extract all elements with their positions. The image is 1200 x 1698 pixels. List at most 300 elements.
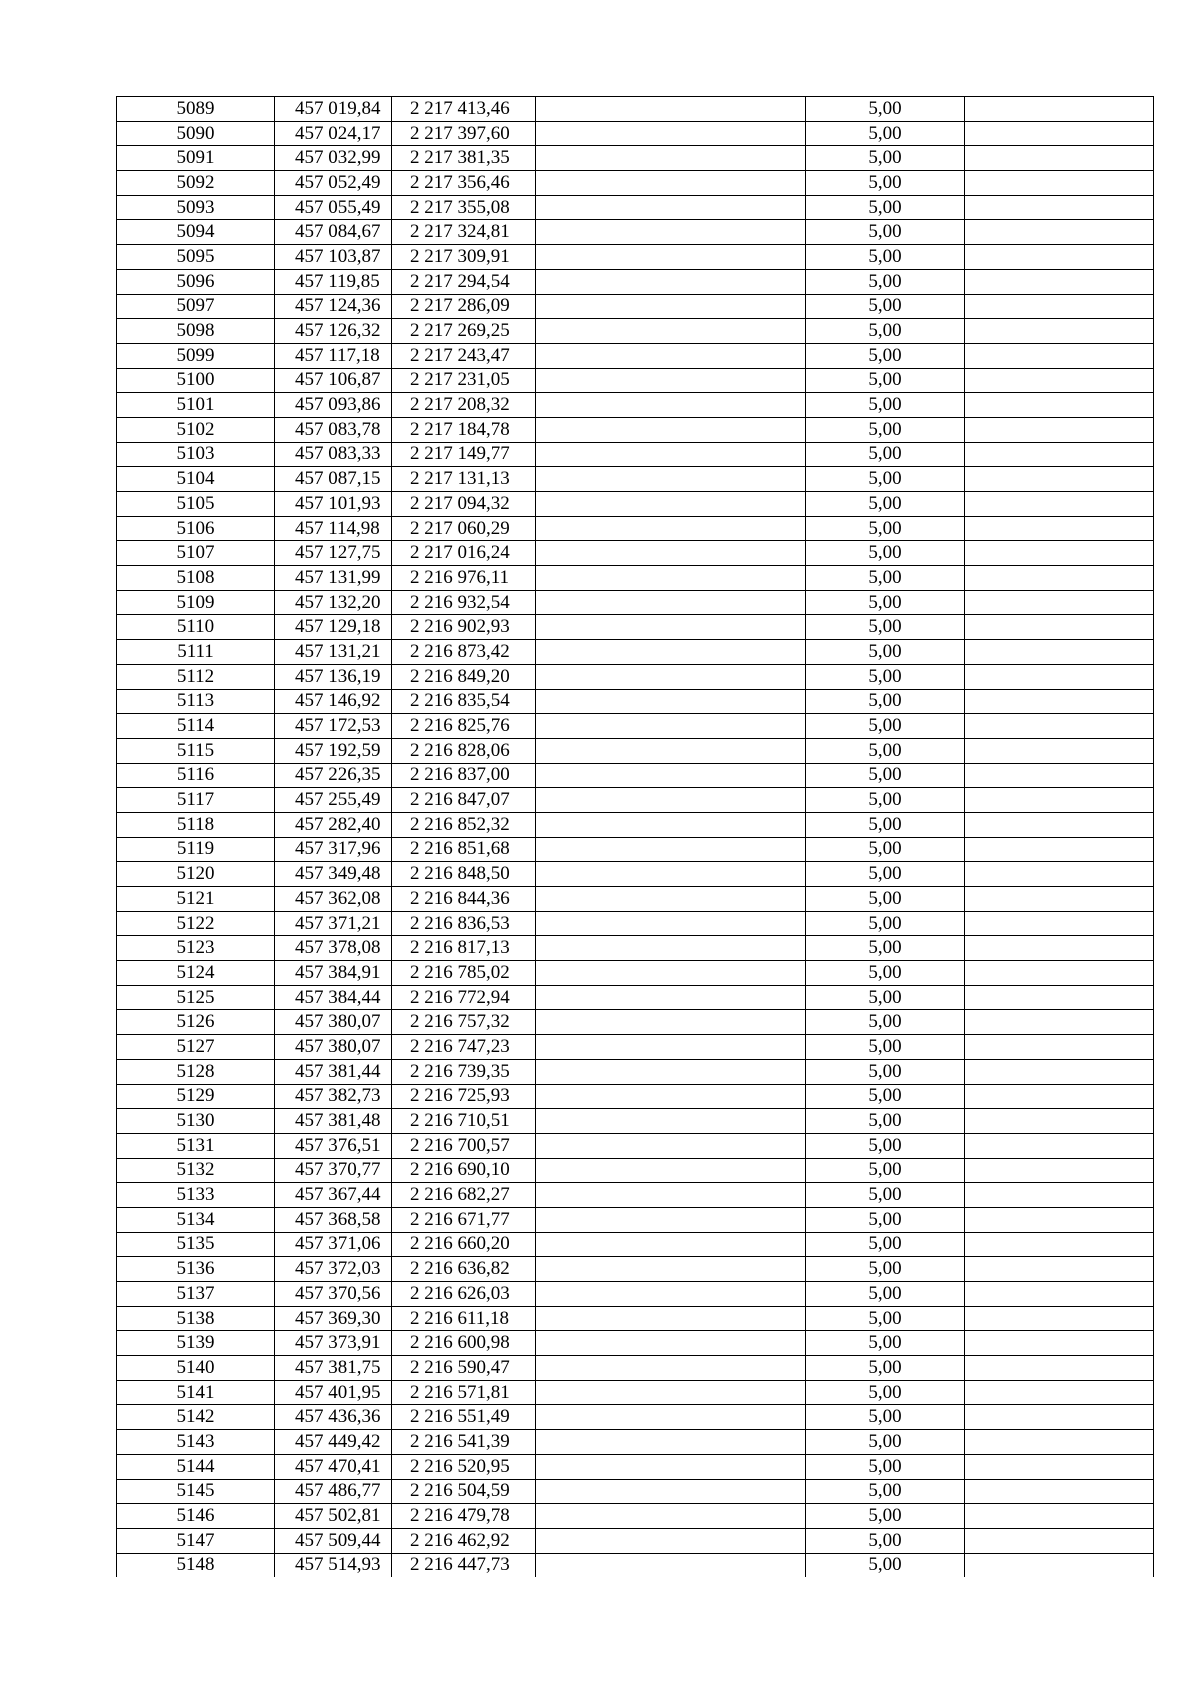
accuracy-value-cell: 5,00 (806, 1133, 965, 1158)
empty-cell (536, 1528, 806, 1553)
x-coordinate-cell: 457 132,20 (275, 590, 392, 615)
point-number-cell: 5130 (117, 1109, 275, 1134)
y-coordinate-cell: 2 216 520,95 (392, 1454, 536, 1479)
remarks-cell (965, 763, 1154, 788)
remarks-cell (965, 171, 1154, 196)
table-row (117, 961, 1154, 986)
accuracy-value-cell: 5,00 (806, 1306, 965, 1331)
table-row (117, 1035, 1154, 1060)
y-coordinate-cell: 2 216 837,00 (392, 763, 536, 788)
table-row (117, 294, 1154, 319)
accuracy-value-cell: 5,00 (806, 1504, 965, 1529)
remarks-cell (965, 689, 1154, 714)
point-number-cell: 5148 (117, 1553, 275, 1577)
point-number-cell: 5127 (117, 1035, 275, 1060)
point-number-cell: 5092 (117, 171, 275, 196)
remarks-cell (965, 1479, 1154, 1504)
accuracy-value-cell: 5,00 (806, 812, 965, 837)
accuracy-value-cell: 5,00 (806, 269, 965, 294)
point-number-cell: 5142 (117, 1405, 275, 1430)
empty-cell (536, 1158, 806, 1183)
point-number-cell: 5139 (117, 1331, 275, 1356)
y-coordinate-cell: 2 216 817,13 (392, 936, 536, 961)
accuracy-value-cell: 5,00 (806, 887, 965, 912)
point-number-cell: 5143 (117, 1430, 275, 1455)
remarks-cell (965, 936, 1154, 961)
point-number-cell: 5132 (117, 1158, 275, 1183)
remarks-cell (965, 1356, 1154, 1381)
remarks-cell (965, 492, 1154, 517)
point-number-cell: 5095 (117, 245, 275, 270)
y-coordinate-cell: 2 217 131,13 (392, 467, 536, 492)
y-coordinate-cell: 2 216 757,32 (392, 1010, 536, 1035)
point-number-cell: 5118 (117, 812, 275, 837)
accuracy-value-cell: 5,00 (806, 1084, 965, 1109)
point-number-cell: 5099 (117, 343, 275, 368)
x-coordinate-cell: 457 103,87 (275, 245, 392, 270)
x-coordinate-cell: 457 384,91 (275, 961, 392, 986)
x-coordinate-cell: 457 114,98 (275, 516, 392, 541)
y-coordinate-cell: 2 216 700,57 (392, 1133, 536, 1158)
x-coordinate-cell: 457 101,93 (275, 492, 392, 517)
accuracy-value-cell: 5,00 (806, 319, 965, 344)
empty-cell (536, 689, 806, 714)
x-coordinate-cell: 457 381,44 (275, 1059, 392, 1084)
accuracy-value-cell: 5,00 (806, 689, 965, 714)
empty-cell (536, 1035, 806, 1060)
x-coordinate-cell: 457 369,30 (275, 1306, 392, 1331)
table-row (117, 664, 1154, 689)
y-coordinate-cell: 2 217 381,35 (392, 146, 536, 171)
y-coordinate-cell: 2 216 710,51 (392, 1109, 536, 1134)
accuracy-value-cell: 5,00 (806, 1207, 965, 1232)
y-coordinate-cell: 2 217 355,08 (392, 195, 536, 220)
remarks-cell (965, 1282, 1154, 1307)
y-coordinate-cell: 2 216 660,20 (392, 1232, 536, 1257)
accuracy-value-cell: 5,00 (806, 738, 965, 763)
empty-cell (536, 269, 806, 294)
table-row (117, 319, 1154, 344)
accuracy-value-cell: 5,00 (806, 220, 965, 245)
accuracy-value-cell: 5,00 (806, 1158, 965, 1183)
empty-cell (536, 294, 806, 319)
accuracy-value-cell: 5,00 (806, 146, 965, 171)
x-coordinate-cell: 457 401,95 (275, 1380, 392, 1405)
table-row (117, 936, 1154, 961)
remarks-cell (965, 1306, 1154, 1331)
x-coordinate-cell: 457 373,91 (275, 1331, 392, 1356)
point-number-cell: 5131 (117, 1133, 275, 1158)
y-coordinate-cell: 2 216 682,27 (392, 1183, 536, 1208)
point-number-cell: 5116 (117, 763, 275, 788)
y-coordinate-cell: 2 216 836,53 (392, 911, 536, 936)
table-row (117, 1479, 1154, 1504)
x-coordinate-cell: 457 368,58 (275, 1207, 392, 1232)
remarks-cell (965, 220, 1154, 245)
remarks-cell (965, 738, 1154, 763)
x-coordinate-cell: 457 124,36 (275, 294, 392, 319)
remarks-cell (965, 985, 1154, 1010)
remarks-cell (965, 788, 1154, 813)
accuracy-value-cell: 5,00 (806, 640, 965, 665)
accuracy-value-cell: 5,00 (806, 171, 965, 196)
table-row (117, 195, 1154, 220)
table-row (117, 1380, 1154, 1405)
remarks-cell (965, 837, 1154, 862)
table-row (117, 1059, 1154, 1084)
y-coordinate-cell: 2 216 479,78 (392, 1504, 536, 1529)
x-coordinate-cell: 457 129,18 (275, 615, 392, 640)
empty-cell (536, 812, 806, 837)
accuracy-value-cell: 5,00 (806, 911, 965, 936)
empty-cell (536, 97, 806, 122)
table-row (117, 615, 1154, 640)
remarks-cell (965, 1158, 1154, 1183)
empty-cell (536, 1504, 806, 1529)
point-number-cell: 5120 (117, 862, 275, 887)
x-coordinate-cell: 457 019,84 (275, 97, 392, 122)
remarks-cell (965, 1133, 1154, 1158)
x-coordinate-cell: 457 367,44 (275, 1183, 392, 1208)
empty-cell (536, 1454, 806, 1479)
x-coordinate-cell: 457 449,42 (275, 1430, 392, 1455)
accuracy-value-cell: 5,00 (806, 590, 965, 615)
y-coordinate-cell: 2 216 902,93 (392, 615, 536, 640)
x-coordinate-cell: 457 083,33 (275, 442, 392, 467)
empty-cell (536, 467, 806, 492)
x-coordinate-cell: 457 317,96 (275, 837, 392, 862)
point-number-cell: 5090 (117, 121, 275, 146)
accuracy-value-cell: 5,00 (806, 1035, 965, 1060)
table-row (117, 738, 1154, 763)
table-row (117, 1010, 1154, 1035)
point-number-cell: 5108 (117, 566, 275, 591)
empty-cell (536, 541, 806, 566)
y-coordinate-cell: 2 216 590,47 (392, 1356, 536, 1381)
empty-cell (536, 738, 806, 763)
x-coordinate-cell: 457 052,49 (275, 171, 392, 196)
table-row (117, 1207, 1154, 1232)
x-coordinate-cell: 457 024,17 (275, 121, 392, 146)
table-row (117, 121, 1154, 146)
x-coordinate-cell: 457 084,67 (275, 220, 392, 245)
y-coordinate-cell: 2 216 847,07 (392, 788, 536, 813)
table-row (117, 887, 1154, 912)
empty-cell (536, 1133, 806, 1158)
point-number-cell: 5129 (117, 1084, 275, 1109)
x-coordinate-cell: 457 362,08 (275, 887, 392, 912)
y-coordinate-cell: 2 216 600,98 (392, 1331, 536, 1356)
empty-cell (536, 837, 806, 862)
x-coordinate-cell: 457 172,53 (275, 714, 392, 739)
y-coordinate-cell: 2 217 149,77 (392, 442, 536, 467)
x-coordinate-cell: 457 380,07 (275, 1010, 392, 1035)
table-row (117, 343, 1154, 368)
accuracy-value-cell: 5,00 (806, 1257, 965, 1282)
remarks-cell (965, 417, 1154, 442)
table-row (117, 566, 1154, 591)
accuracy-value-cell: 5,00 (806, 1059, 965, 1084)
point-number-cell: 5101 (117, 393, 275, 418)
table-row (117, 862, 1154, 887)
accuracy-value-cell: 5,00 (806, 1380, 965, 1405)
x-coordinate-cell: 457 486,77 (275, 1479, 392, 1504)
remarks-cell (965, 195, 1154, 220)
point-number-cell: 5100 (117, 368, 275, 393)
empty-cell (536, 714, 806, 739)
y-coordinate-cell: 2 217 231,05 (392, 368, 536, 393)
empty-cell (536, 911, 806, 936)
empty-cell (536, 393, 806, 418)
y-coordinate-cell: 2 216 636,82 (392, 1257, 536, 1282)
empty-cell (536, 566, 806, 591)
point-number-cell: 5140 (117, 1356, 275, 1381)
point-number-cell: 5117 (117, 788, 275, 813)
empty-cell (536, 1232, 806, 1257)
accuracy-value-cell: 5,00 (806, 368, 965, 393)
point-number-cell: 5096 (117, 269, 275, 294)
table-row (117, 714, 1154, 739)
empty-cell (536, 319, 806, 344)
remarks-cell (965, 368, 1154, 393)
remarks-cell (965, 467, 1154, 492)
point-number-cell: 5104 (117, 467, 275, 492)
point-number-cell: 5098 (117, 319, 275, 344)
table-row (117, 171, 1154, 196)
x-coordinate-cell: 457 470,41 (275, 1454, 392, 1479)
remarks-cell (965, 1059, 1154, 1084)
point-number-cell: 5119 (117, 837, 275, 862)
y-coordinate-cell: 2 216 739,35 (392, 1059, 536, 1084)
table-row (117, 1257, 1154, 1282)
point-number-cell: 5144 (117, 1454, 275, 1479)
table-row (117, 1405, 1154, 1430)
table-row (117, 146, 1154, 171)
accuracy-value-cell: 5,00 (806, 1356, 965, 1381)
point-number-cell: 5137 (117, 1282, 275, 1307)
accuracy-value-cell: 5,00 (806, 664, 965, 689)
y-coordinate-cell: 2 216 852,32 (392, 812, 536, 837)
y-coordinate-cell: 2 217 324,81 (392, 220, 536, 245)
x-coordinate-cell: 457 127,75 (275, 541, 392, 566)
table-row (117, 393, 1154, 418)
x-coordinate-cell: 457 146,92 (275, 689, 392, 714)
accuracy-value-cell: 5,00 (806, 1430, 965, 1455)
x-coordinate-cell: 457 514,93 (275, 1553, 392, 1577)
accuracy-value-cell: 5,00 (806, 788, 965, 813)
empty-cell (536, 1430, 806, 1455)
remarks-cell (965, 1454, 1154, 1479)
table-row (117, 1306, 1154, 1331)
remarks-cell (965, 1183, 1154, 1208)
table-row (117, 97, 1154, 122)
table-row (117, 1430, 1154, 1455)
remarks-cell (965, 1257, 1154, 1282)
x-coordinate-cell: 457 131,99 (275, 566, 392, 591)
table-row (117, 1232, 1154, 1257)
accuracy-value-cell: 5,00 (806, 615, 965, 640)
x-coordinate-cell: 457 282,40 (275, 812, 392, 837)
point-number-cell: 5093 (117, 195, 275, 220)
x-coordinate-cell: 457 255,49 (275, 788, 392, 813)
point-number-cell: 5106 (117, 516, 275, 541)
point-number-cell: 5111 (117, 640, 275, 665)
accuracy-value-cell: 5,00 (806, 294, 965, 319)
accuracy-value-cell: 5,00 (806, 541, 965, 566)
remarks-cell (965, 393, 1154, 418)
y-coordinate-cell: 2 216 725,93 (392, 1084, 536, 1109)
x-coordinate-cell: 457 093,86 (275, 393, 392, 418)
table-row (117, 1109, 1154, 1134)
accuracy-value-cell: 5,00 (806, 393, 965, 418)
empty-cell (536, 1084, 806, 1109)
x-coordinate-cell: 457 349,48 (275, 862, 392, 887)
empty-cell (536, 1207, 806, 1232)
remarks-cell (965, 812, 1154, 837)
y-coordinate-cell: 2 216 611,18 (392, 1306, 536, 1331)
y-coordinate-cell: 2 217 060,29 (392, 516, 536, 541)
empty-cell (536, 985, 806, 1010)
point-number-cell: 5136 (117, 1257, 275, 1282)
empty-cell (536, 1553, 806, 1577)
remarks-cell (965, 1504, 1154, 1529)
empty-cell (536, 245, 806, 270)
remarks-cell (965, 146, 1154, 171)
point-number-cell: 5128 (117, 1059, 275, 1084)
table-row (117, 1504, 1154, 1529)
y-coordinate-cell: 2 216 873,42 (392, 640, 536, 665)
y-coordinate-cell: 2 217 286,09 (392, 294, 536, 319)
accuracy-value-cell: 5,00 (806, 763, 965, 788)
accuracy-value-cell: 5,00 (806, 97, 965, 122)
x-coordinate-cell: 457 126,32 (275, 319, 392, 344)
accuracy-value-cell: 5,00 (806, 862, 965, 887)
x-coordinate-cell: 457 382,73 (275, 1084, 392, 1109)
y-coordinate-cell: 2 216 844,36 (392, 887, 536, 912)
y-coordinate-cell: 2 217 208,32 (392, 393, 536, 418)
x-coordinate-cell: 457 131,21 (275, 640, 392, 665)
remarks-cell (965, 319, 1154, 344)
x-coordinate-cell: 457 226,35 (275, 763, 392, 788)
y-coordinate-cell: 2 217 294,54 (392, 269, 536, 294)
point-number-cell: 5091 (117, 146, 275, 171)
x-coordinate-cell: 457 106,87 (275, 368, 392, 393)
point-number-cell: 5115 (117, 738, 275, 763)
table-row (117, 368, 1154, 393)
table-row (117, 1553, 1154, 1577)
empty-cell (536, 1109, 806, 1134)
remarks-cell (965, 516, 1154, 541)
remarks-cell (965, 1010, 1154, 1035)
x-coordinate-cell: 457 032,99 (275, 146, 392, 171)
x-coordinate-cell: 457 436,36 (275, 1405, 392, 1430)
remarks-cell (965, 1084, 1154, 1109)
y-coordinate-cell: 2 216 976,11 (392, 566, 536, 591)
y-coordinate-cell: 2 216 747,23 (392, 1035, 536, 1060)
point-number-cell: 5089 (117, 97, 275, 122)
x-coordinate-cell: 457 087,15 (275, 467, 392, 492)
empty-cell (536, 1010, 806, 1035)
remarks-cell (965, 640, 1154, 665)
remarks-cell (965, 1405, 1154, 1430)
empty-cell (536, 121, 806, 146)
table-row (117, 516, 1154, 541)
x-coordinate-cell: 457 381,75 (275, 1356, 392, 1381)
empty-cell (536, 368, 806, 393)
remarks-cell (965, 714, 1154, 739)
accuracy-value-cell: 5,00 (806, 516, 965, 541)
table-row (117, 220, 1154, 245)
table-row (117, 985, 1154, 1010)
table-row (117, 1133, 1154, 1158)
accuracy-value-cell: 5,00 (806, 442, 965, 467)
accuracy-value-cell: 5,00 (806, 1528, 965, 1553)
remarks-cell (965, 343, 1154, 368)
table-row (117, 467, 1154, 492)
accuracy-value-cell: 5,00 (806, 1331, 965, 1356)
remarks-cell (965, 245, 1154, 270)
y-coordinate-cell: 2 217 269,25 (392, 319, 536, 344)
accuracy-value-cell: 5,00 (806, 714, 965, 739)
empty-cell (536, 343, 806, 368)
table-row (117, 788, 1154, 813)
empty-cell (536, 442, 806, 467)
point-number-cell: 5109 (117, 590, 275, 615)
point-number-cell: 5112 (117, 664, 275, 689)
table-row (117, 1454, 1154, 1479)
x-coordinate-cell: 457 371,06 (275, 1232, 392, 1257)
accuracy-value-cell: 5,00 (806, 1109, 965, 1134)
empty-cell (536, 171, 806, 196)
accuracy-value-cell: 5,00 (806, 936, 965, 961)
remarks-cell (965, 541, 1154, 566)
remarks-cell (965, 566, 1154, 591)
point-number-cell: 5124 (117, 961, 275, 986)
remarks-cell (965, 911, 1154, 936)
empty-cell (536, 590, 806, 615)
y-coordinate-cell: 2 217 016,24 (392, 541, 536, 566)
remarks-cell (965, 1528, 1154, 1553)
y-coordinate-cell: 2 216 447,73 (392, 1553, 536, 1577)
coordinates-table (116, 96, 1154, 1577)
y-coordinate-cell: 2 216 626,03 (392, 1282, 536, 1307)
empty-cell (536, 492, 806, 517)
point-number-cell: 5122 (117, 911, 275, 936)
table-row (117, 812, 1154, 837)
table-row (117, 1282, 1154, 1307)
accuracy-value-cell: 5,00 (806, 1454, 965, 1479)
table-row (117, 417, 1154, 442)
table-row (117, 442, 1154, 467)
point-number-cell: 5135 (117, 1232, 275, 1257)
x-coordinate-cell: 457 509,44 (275, 1528, 392, 1553)
table-row (117, 590, 1154, 615)
point-number-cell: 5126 (117, 1010, 275, 1035)
y-coordinate-cell: 2 216 690,10 (392, 1158, 536, 1183)
x-coordinate-cell: 457 502,81 (275, 1504, 392, 1529)
remarks-cell (965, 269, 1154, 294)
empty-cell (536, 1331, 806, 1356)
point-number-cell: 5138 (117, 1306, 275, 1331)
accuracy-value-cell: 5,00 (806, 492, 965, 517)
empty-cell (536, 640, 806, 665)
accuracy-value-cell: 5,00 (806, 1183, 965, 1208)
x-coordinate-cell: 457 192,59 (275, 738, 392, 763)
point-number-cell: 5102 (117, 417, 275, 442)
empty-cell (536, 862, 806, 887)
remarks-cell (965, 1035, 1154, 1060)
point-number-cell: 5097 (117, 294, 275, 319)
